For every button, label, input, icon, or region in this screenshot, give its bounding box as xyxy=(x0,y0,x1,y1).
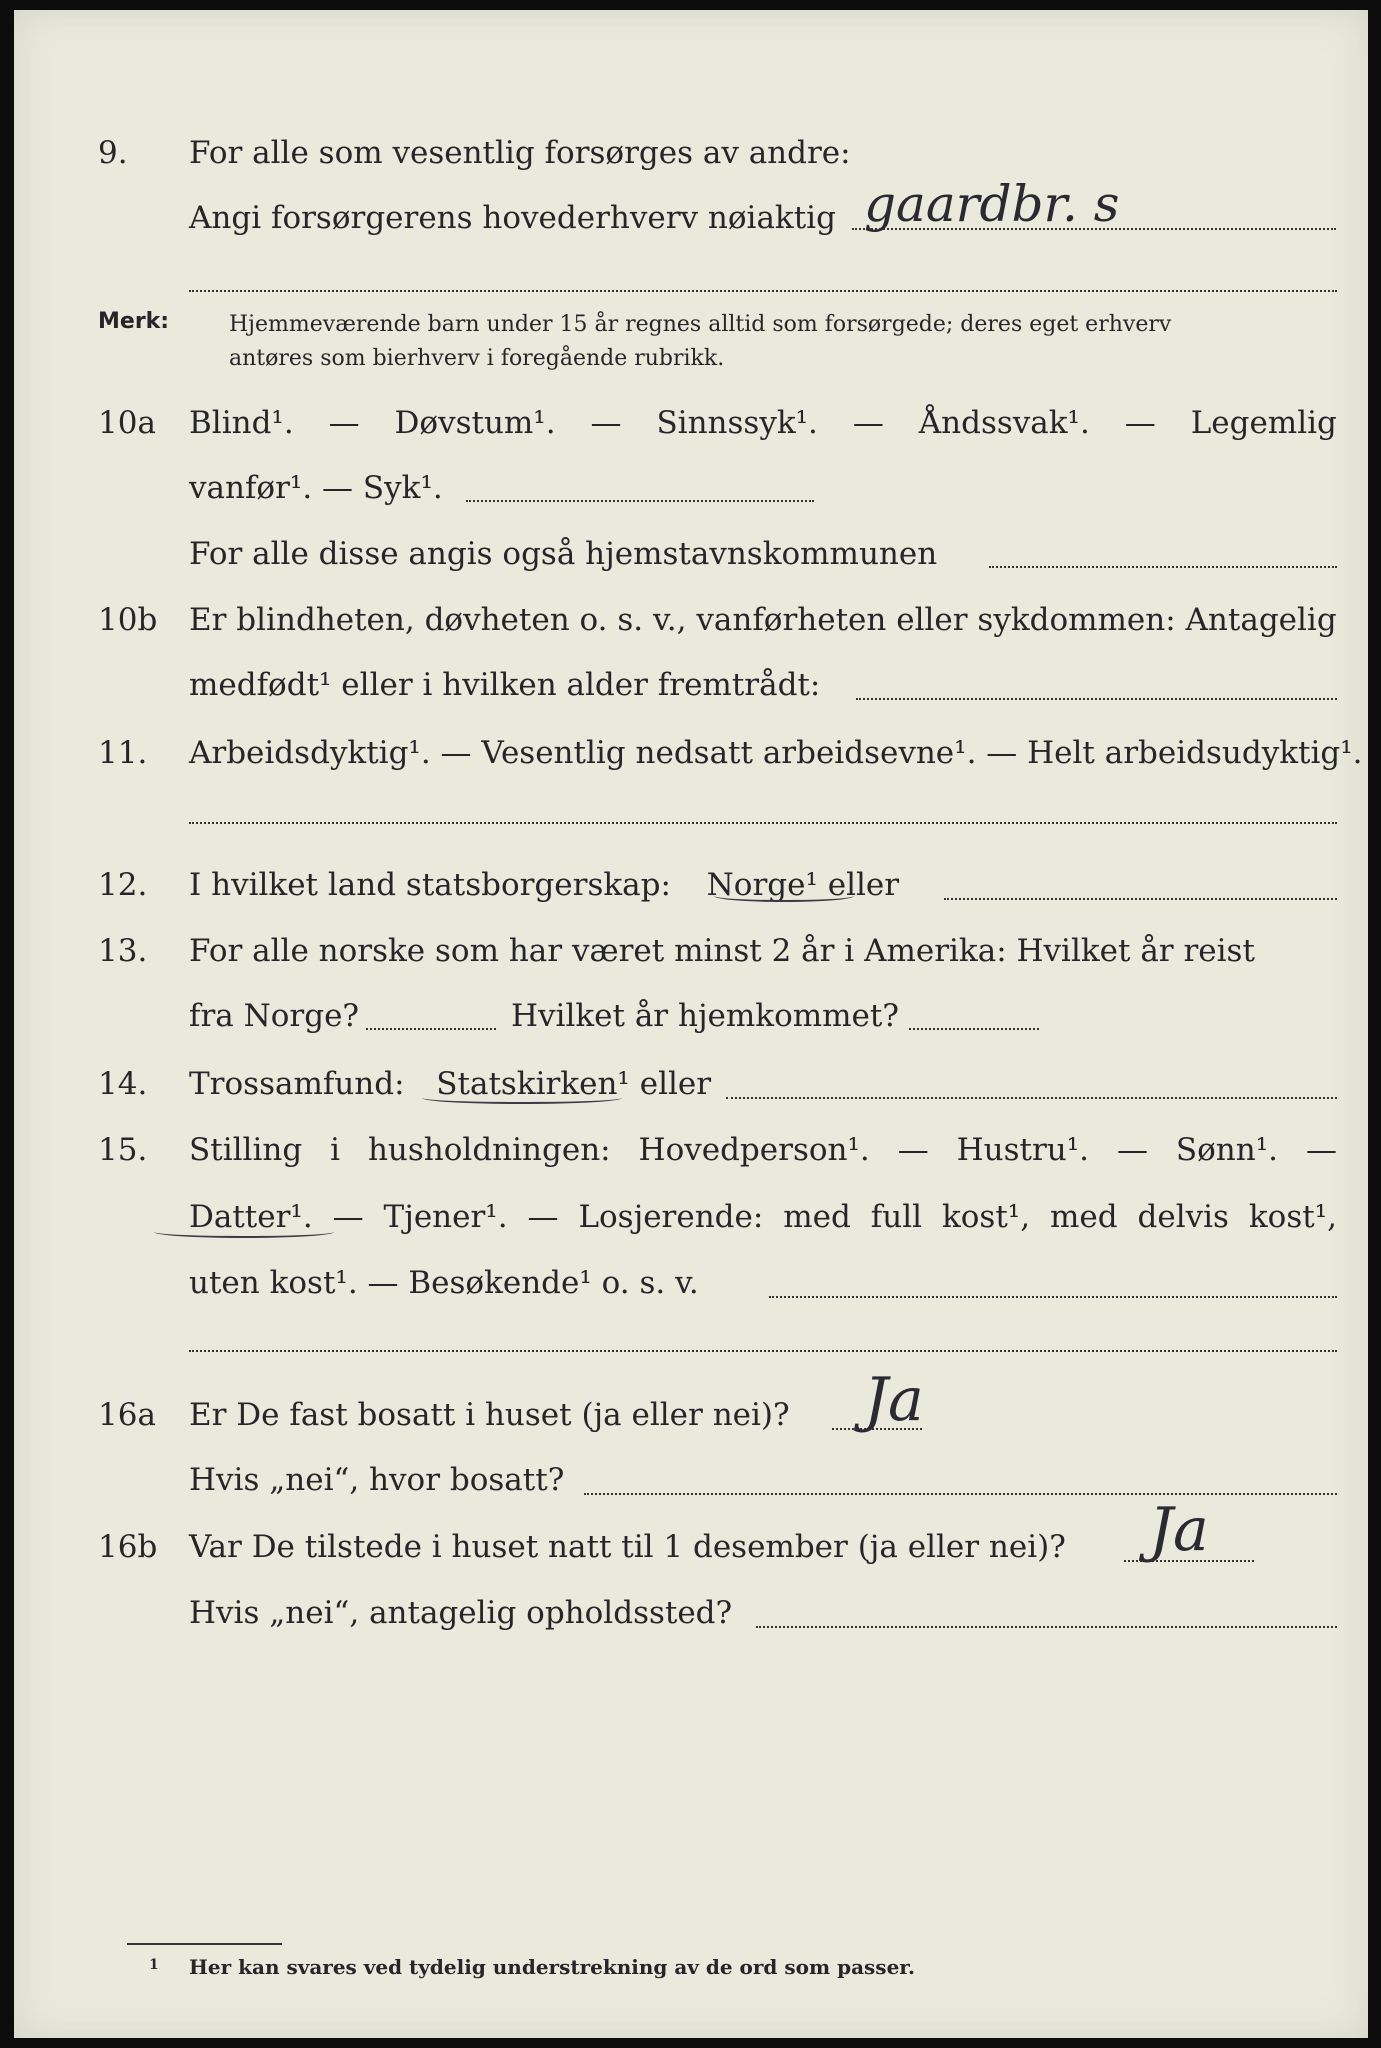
q10a-line3: For alle disse angis også hjemstavnskommunen xyxy=(189,536,938,572)
q10a-opt-dovstum: Døvstum¹. xyxy=(394,405,556,441)
q16b-opholdssted-line xyxy=(756,1626,1337,1628)
q13-line2a: fra Norge? xyxy=(189,998,360,1034)
q15-dash: — xyxy=(1305,1132,1337,1168)
q13-hjemkommet-line xyxy=(909,1028,1039,1030)
q10a-opt-sinnssyk: Sinnssyk¹. xyxy=(656,405,818,441)
q15-dash: — xyxy=(1116,1132,1148,1168)
q10a-dash: — xyxy=(328,405,360,441)
q16a-line2: Hvis „nei“, hvor bosatt? xyxy=(189,1462,565,1498)
q15-dash: — xyxy=(897,1132,929,1168)
census-form-page xyxy=(14,10,1368,2038)
q10b-answer-line xyxy=(856,698,1337,700)
q12-answer-line xyxy=(944,898,1337,900)
q16a-number: 16a xyxy=(98,1397,156,1433)
q15-word: med xyxy=(783,1199,851,1235)
q15-datter-underline xyxy=(154,1226,334,1238)
q11-line1: Arbeidsdyktig¹. — Vesentlig nedsatt arbeidsevne¹. — Helt arbeidsudyktig¹. xyxy=(189,735,1363,771)
merk-line2: antøres som bierhverv i foregående rubrikk. xyxy=(229,346,725,371)
q14-answer-line xyxy=(726,1097,1337,1099)
q14-eller: eller xyxy=(639,1066,712,1102)
q12-norge-option: Norge¹ xyxy=(706,867,818,903)
footnote-rule xyxy=(127,1943,282,1945)
q10a-dash: — xyxy=(590,405,622,441)
q16b-line1: Var De tilstede i huset natt til 1 desember (ja eller nei)? xyxy=(189,1529,1066,1565)
q12-number: 12. xyxy=(98,867,148,903)
q13-line1: For alle norske som har været minst 2 år i Amerika: Hvilket år reist xyxy=(189,933,1255,969)
q15-line1 xyxy=(189,1130,1337,1170)
q14-statskirken-option: Statskirken¹ xyxy=(436,1066,630,1102)
q15-opt-datter: Datter¹. xyxy=(189,1199,313,1235)
q15-line2 xyxy=(189,1197,1337,1237)
q16a-line1: Er De fast bosatt i huset (ja eller nei)? xyxy=(189,1397,790,1433)
q10a-opt-blind: Blind¹. xyxy=(189,405,294,441)
q9-number: 9. xyxy=(98,135,128,171)
footnote-mark: 1 xyxy=(149,1957,159,1973)
q14-number: 14. xyxy=(98,1066,148,1102)
q15-opt-tjener: Tjener¹. xyxy=(383,1199,508,1235)
q10a-line1 xyxy=(189,403,1337,443)
q9-handwritten-answer: gaardbr. s xyxy=(864,175,1120,233)
q15-opt-sonn: Sønn¹. xyxy=(1175,1132,1279,1168)
q10b-line1: Er blindheten, døvheten o. s. v., vanførheten eller sykdommen: Antagelig xyxy=(189,602,1337,638)
q15-opt-hovedperson: Hovedperson¹. xyxy=(638,1132,870,1168)
q15-word: i xyxy=(330,1132,341,1168)
q15-word: med xyxy=(1050,1199,1118,1235)
q15-word: Stilling xyxy=(189,1132,303,1168)
q15-opt-delvis-kost: kost¹, xyxy=(1248,1199,1337,1235)
q10b-line2: medfødt¹ eller i hvilken alder fremtrådt: xyxy=(189,667,821,703)
q14-label: Trossamfund: xyxy=(189,1066,405,1102)
q16b-line2: Hvis „nei“, antagelig opholdssted? xyxy=(189,1595,733,1631)
q15-answer-line xyxy=(769,1296,1337,1298)
q10a-opt-andssvak: Åndssvak¹. xyxy=(918,405,1090,441)
q10a-kommune-line xyxy=(989,566,1337,568)
q13-line2b: Hvilket år hjemkommet? xyxy=(511,998,899,1034)
q12-norge-underline xyxy=(714,890,854,902)
q15-dash: — xyxy=(332,1199,364,1235)
q15-word: Losjerende: xyxy=(578,1199,764,1235)
q11-extra-line xyxy=(189,822,1337,824)
q15-dash: — xyxy=(527,1199,559,1235)
q16b-handwritten-answer: Ja xyxy=(1149,1495,1209,1565)
q12-eller: eller xyxy=(827,867,900,903)
q10a-syk-line xyxy=(466,500,814,502)
q10a-dash: — xyxy=(1124,405,1156,441)
q10a-line2: vanfør¹. — Syk¹. xyxy=(189,470,443,506)
q13-number: 13. xyxy=(98,933,148,969)
q15-number: 15. xyxy=(98,1132,148,1168)
q11-number: 11. xyxy=(98,735,148,771)
q10a-number: 10a xyxy=(98,405,156,441)
q10a-opt-legemlig: Legemlig xyxy=(1190,405,1337,441)
q15-opt-full-kost: kost¹, xyxy=(941,1199,1031,1235)
merk-label: Merk: xyxy=(98,309,170,334)
q14-statskirken-underline xyxy=(422,1092,622,1104)
q9-line2: Angi forsørgerens hovederhverv nøiaktig xyxy=(189,200,836,236)
footnote-text: Her kan svares ved tydelig understrekning av de ord som passer. xyxy=(189,1955,915,1979)
q16a-handwritten-answer: Ja xyxy=(864,1365,924,1435)
q16b-number: 16b xyxy=(98,1529,158,1565)
q15-line3: uten kost¹. — Besøkende¹ o. s. v. xyxy=(189,1265,699,1301)
q9-extra-line xyxy=(189,290,1337,292)
q16a-bosatt-line xyxy=(584,1493,1337,1495)
q10a-dash: — xyxy=(852,405,884,441)
merk-line1: Hjemmeværende barn under 15 år regnes alltid som forsørgede; deres eget erhverv xyxy=(229,312,1172,337)
q15-extra-line xyxy=(189,1350,1337,1352)
q15-word: full xyxy=(870,1199,923,1235)
q15-opt-hustru: Hustru¹. xyxy=(956,1132,1090,1168)
q10b-number: 10b xyxy=(98,602,158,638)
q12-question: I hvilket land statsborgerskap: xyxy=(189,867,671,903)
q15-word: husholdningen: xyxy=(367,1132,611,1168)
q15-word: delvis xyxy=(1137,1199,1229,1235)
q9-line1: For alle som vesentlig forsørges av andre: xyxy=(189,135,851,171)
q13-reist-line xyxy=(366,1028,496,1030)
